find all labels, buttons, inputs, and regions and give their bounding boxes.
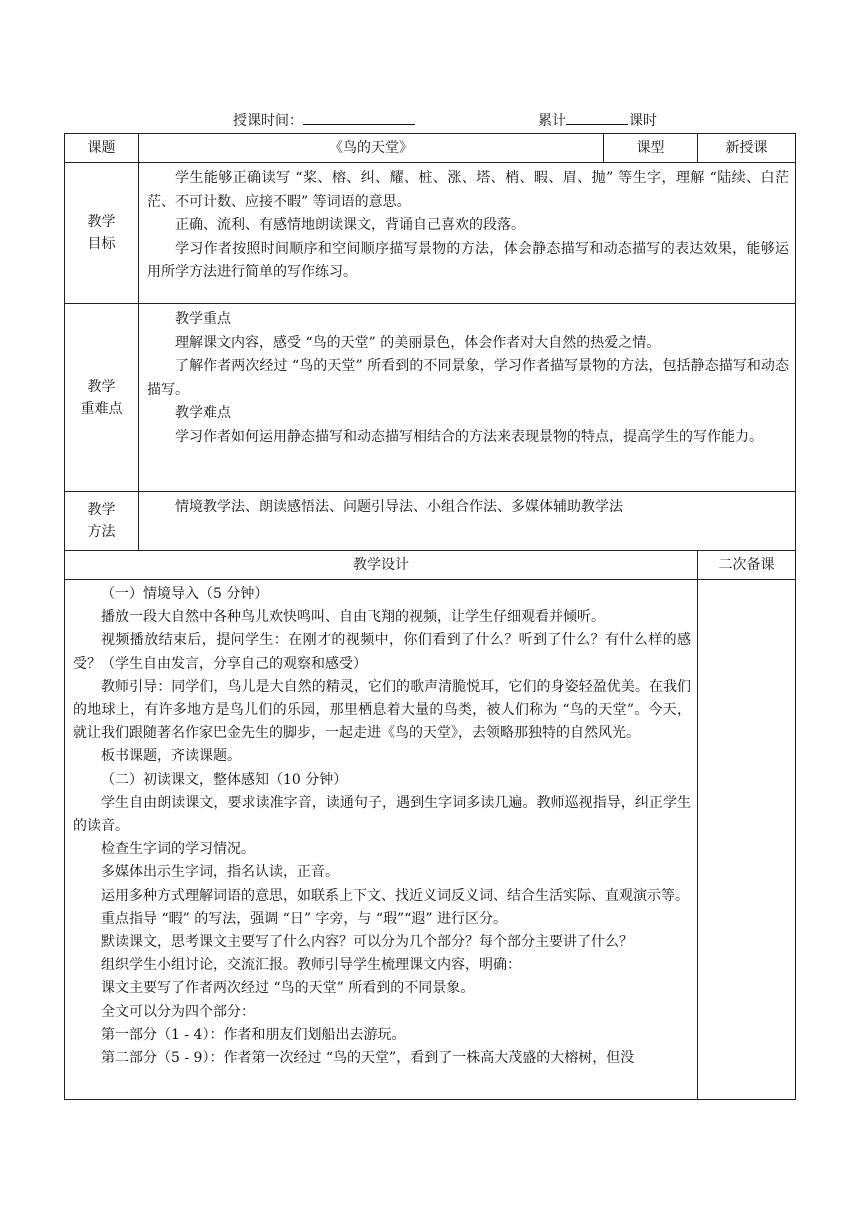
- key-points-row: [65, 304, 796, 492]
- second-prep-header: 二次备课: [698, 551, 796, 580]
- key-points-paragraph: 理解课文内容，感受 “鸟的天堂” 的美丽景色，体会作者对大自然的热爱之情。: [175, 334, 661, 351]
- design-paragraph: 课文主要写了作者两次经过 “鸟的天堂” 所看到的不同景象。: [101, 980, 475, 997]
- lesson-title: 《鸟的天堂》: [139, 134, 604, 163]
- design-paragraph: 默读课文，思考课文主要写了什么内容？可以分为几个部分？每个部分主要讲了什么？: [101, 934, 633, 951]
- cumulative-blank[interactable]: [566, 124, 628, 125]
- key-points-heading: 教学重点: [175, 311, 231, 327]
- topic-label: 课题: [65, 134, 139, 163]
- key-points-content: [139, 304, 796, 492]
- objectives-label-line1: 教学: [87, 214, 116, 230]
- objective-paragraph: 正确、流利、有感情地朗读课文，背诵自己喜欢的段落。: [175, 217, 525, 233]
- methods-text: 情境教学法、朗读感悟法、问题引导法、小组合作法、多媒体辅助教学法: [175, 499, 623, 515]
- type-label: 课型: [604, 134, 698, 163]
- second-prep-cell[interactable]: [698, 580, 796, 1100]
- design-section-heading: （一）情境导入（5 分钟）: [101, 586, 269, 602]
- methods-row: [65, 492, 796, 551]
- cumulative-suffix: 课时: [629, 113, 657, 129]
- design-paragraph: 多媒体出示生字词，指名认读，正音。: [101, 864, 339, 881]
- methods-label: [65, 492, 139, 551]
- key-points-label-line1: 教学: [87, 378, 116, 395]
- design-section-heading: （二）初读课文，整体感知（10 分钟）: [101, 771, 348, 788]
- design-body: [65, 580, 698, 1100]
- key-points-heading: 教学难点: [175, 405, 231, 421]
- key-points-label-line2: 重难点: [80, 400, 123, 417]
- design-paragraph: 重点指导 “暇” 的写法，强调 “日” 字旁，与 “瑕”“遐” 进行区分。: [101, 910, 507, 927]
- design-paragraph: 运用多种方式理解词语的意思，如联系上下文、找近义词反义词、结合生活实际、直观演示等。: [101, 887, 689, 904]
- methods-label-line1: 教学: [87, 502, 116, 518]
- key-points-paragraph: 了解作者两次经过 “鸟的天堂” 所看到的不同景象，学习作者描写景物的方法，包括静态描写和动态描写。: [147, 358, 789, 398]
- lesson-plan-table: [64, 133, 796, 1100]
- methods-label-line2: 方法: [87, 524, 116, 540]
- objective-paragraph: 学生能够正确读写 “桨、榕、纠、耀、桩、涨、塔、梢、暇、眉、抛” 等生字，理解 “陆续、白茫茫、不可计数、应接不暇” 等词语的意思。: [147, 170, 789, 210]
- objective-paragraph: 学习作者按照时间顺序和空间顺序描写景物的方法，体会静态描写和动态描写的表达效果，能够运用所学方法进行简单的写作练习。: [147, 240, 789, 280]
- design-paragraph: 视频播放结束后，提问学生：在刚才的视频中，你们看到了什么？听到了什么？有什么样的感受？（学生自由发言，分享自己的观察和感受）: [73, 632, 691, 672]
- class-time-blank[interactable]: [303, 124, 415, 125]
- design-paragraph: 全文可以分为四个部分：: [101, 1003, 255, 1020]
- design-header: 教学设计: [65, 551, 698, 580]
- design-paragraph: 组织学生小组讨论，交流汇报。教师引导学生梳理课文内容，明确：: [101, 957, 521, 974]
- design-paragraph: 教师引导：同学们，鸟儿是大自然的精灵，它们的歌声清脆悦耳，它们的身姿轻盈优美。在我们的地球上，有许多地方是鸟儿们的乐园，那里栖息着大量的鸟类，被人们称为 “鸟的天堂”。今天，就让我们跟随著名作家巴金先生的脚步，一起走进《鸟的天堂》，去领略那独特的自然风光。: [73, 678, 691, 742]
- page-header: [0, 108, 860, 130]
- key-points-label: [65, 304, 139, 492]
- design-paragraph: 学生自由朗读课文，要求读准字音，读通句子，遇到生字词多读几遍。教师巡视指导，纠正学生的读音。: [73, 794, 691, 835]
- class-time-label: 授课时间：: [233, 113, 303, 129]
- design-header-row: [65, 551, 796, 580]
- key-points-paragraph: 学习作者如何运用静态描写和动态描写相结合的方法来表现景物的特点，提高学生的写作能力。: [175, 428, 763, 445]
- methods-content: [139, 492, 796, 551]
- design-paragraph: 板书课题，齐读课题。: [101, 748, 241, 765]
- design-paragraph: 检查生字词的学习情况。: [101, 841, 255, 858]
- objectives-row: [65, 163, 796, 304]
- objectives-label: [65, 163, 139, 304]
- objectives-label-line2: 目标: [87, 236, 116, 252]
- design-body-row: [65, 580, 796, 1100]
- type-value: 新授课: [698, 134, 796, 163]
- design-paragraph: 播放一段大自然中各种鸟儿欢快鸣叫、自由飞翔的视频，让学生仔细观看并倾听。: [101, 609, 605, 626]
- design-paragraph: 第二部分（5 - 9）：作者第一次经过 “鸟的天堂”，看到了一株高大茂盛的大榕树，但没: [101, 1050, 635, 1067]
- title-row: [65, 134, 796, 163]
- design-paragraph: 第一部分（1 - 4）：作者和朋友们划船出去游玩。: [101, 1026, 406, 1043]
- objectives-content: [139, 163, 796, 304]
- cumulative-label: 累计: [538, 113, 566, 129]
